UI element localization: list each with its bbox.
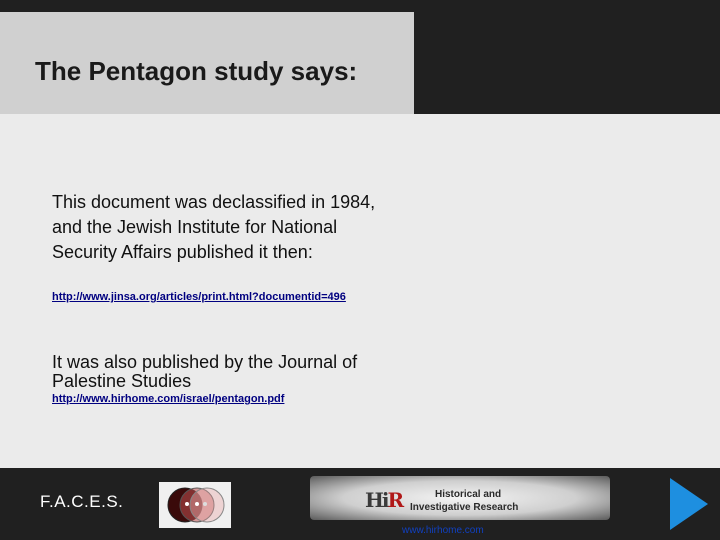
hirhome-pdf-link[interactable]: http://www.hirhome.com/israel/pentagon.pdf [52,393,285,405]
paragraph-journal: It was also published by the Journal of Palestine Studies [52,352,358,391]
hir-logo-icon: HiR [365,488,403,512]
hir-title-line2: Investigative Research [410,502,519,513]
site-url[interactable]: www.hirhome.com [402,525,484,536]
faces-circles-logo [159,482,231,528]
slide-title: The Pentagon study says: [35,56,358,86]
hir-banner[interactable] [310,476,610,520]
paragraph-declassified: This document was declassified in 1984, and the Jewish Institute for National Security Affairs published it then: [52,192,376,262]
footer [0,468,720,540]
title-box [0,12,414,114]
faces-logo-icon [159,482,231,528]
play-triangle-icon[interactable] [670,478,708,530]
faces-label: F.A.C.E.S. [40,492,124,511]
jinsa-link[interactable]: http://www.jinsa.org/articles/print.html?documentid=496 [52,291,346,303]
content-area [0,114,720,468]
hir-title-line1: Historical and [435,489,502,500]
